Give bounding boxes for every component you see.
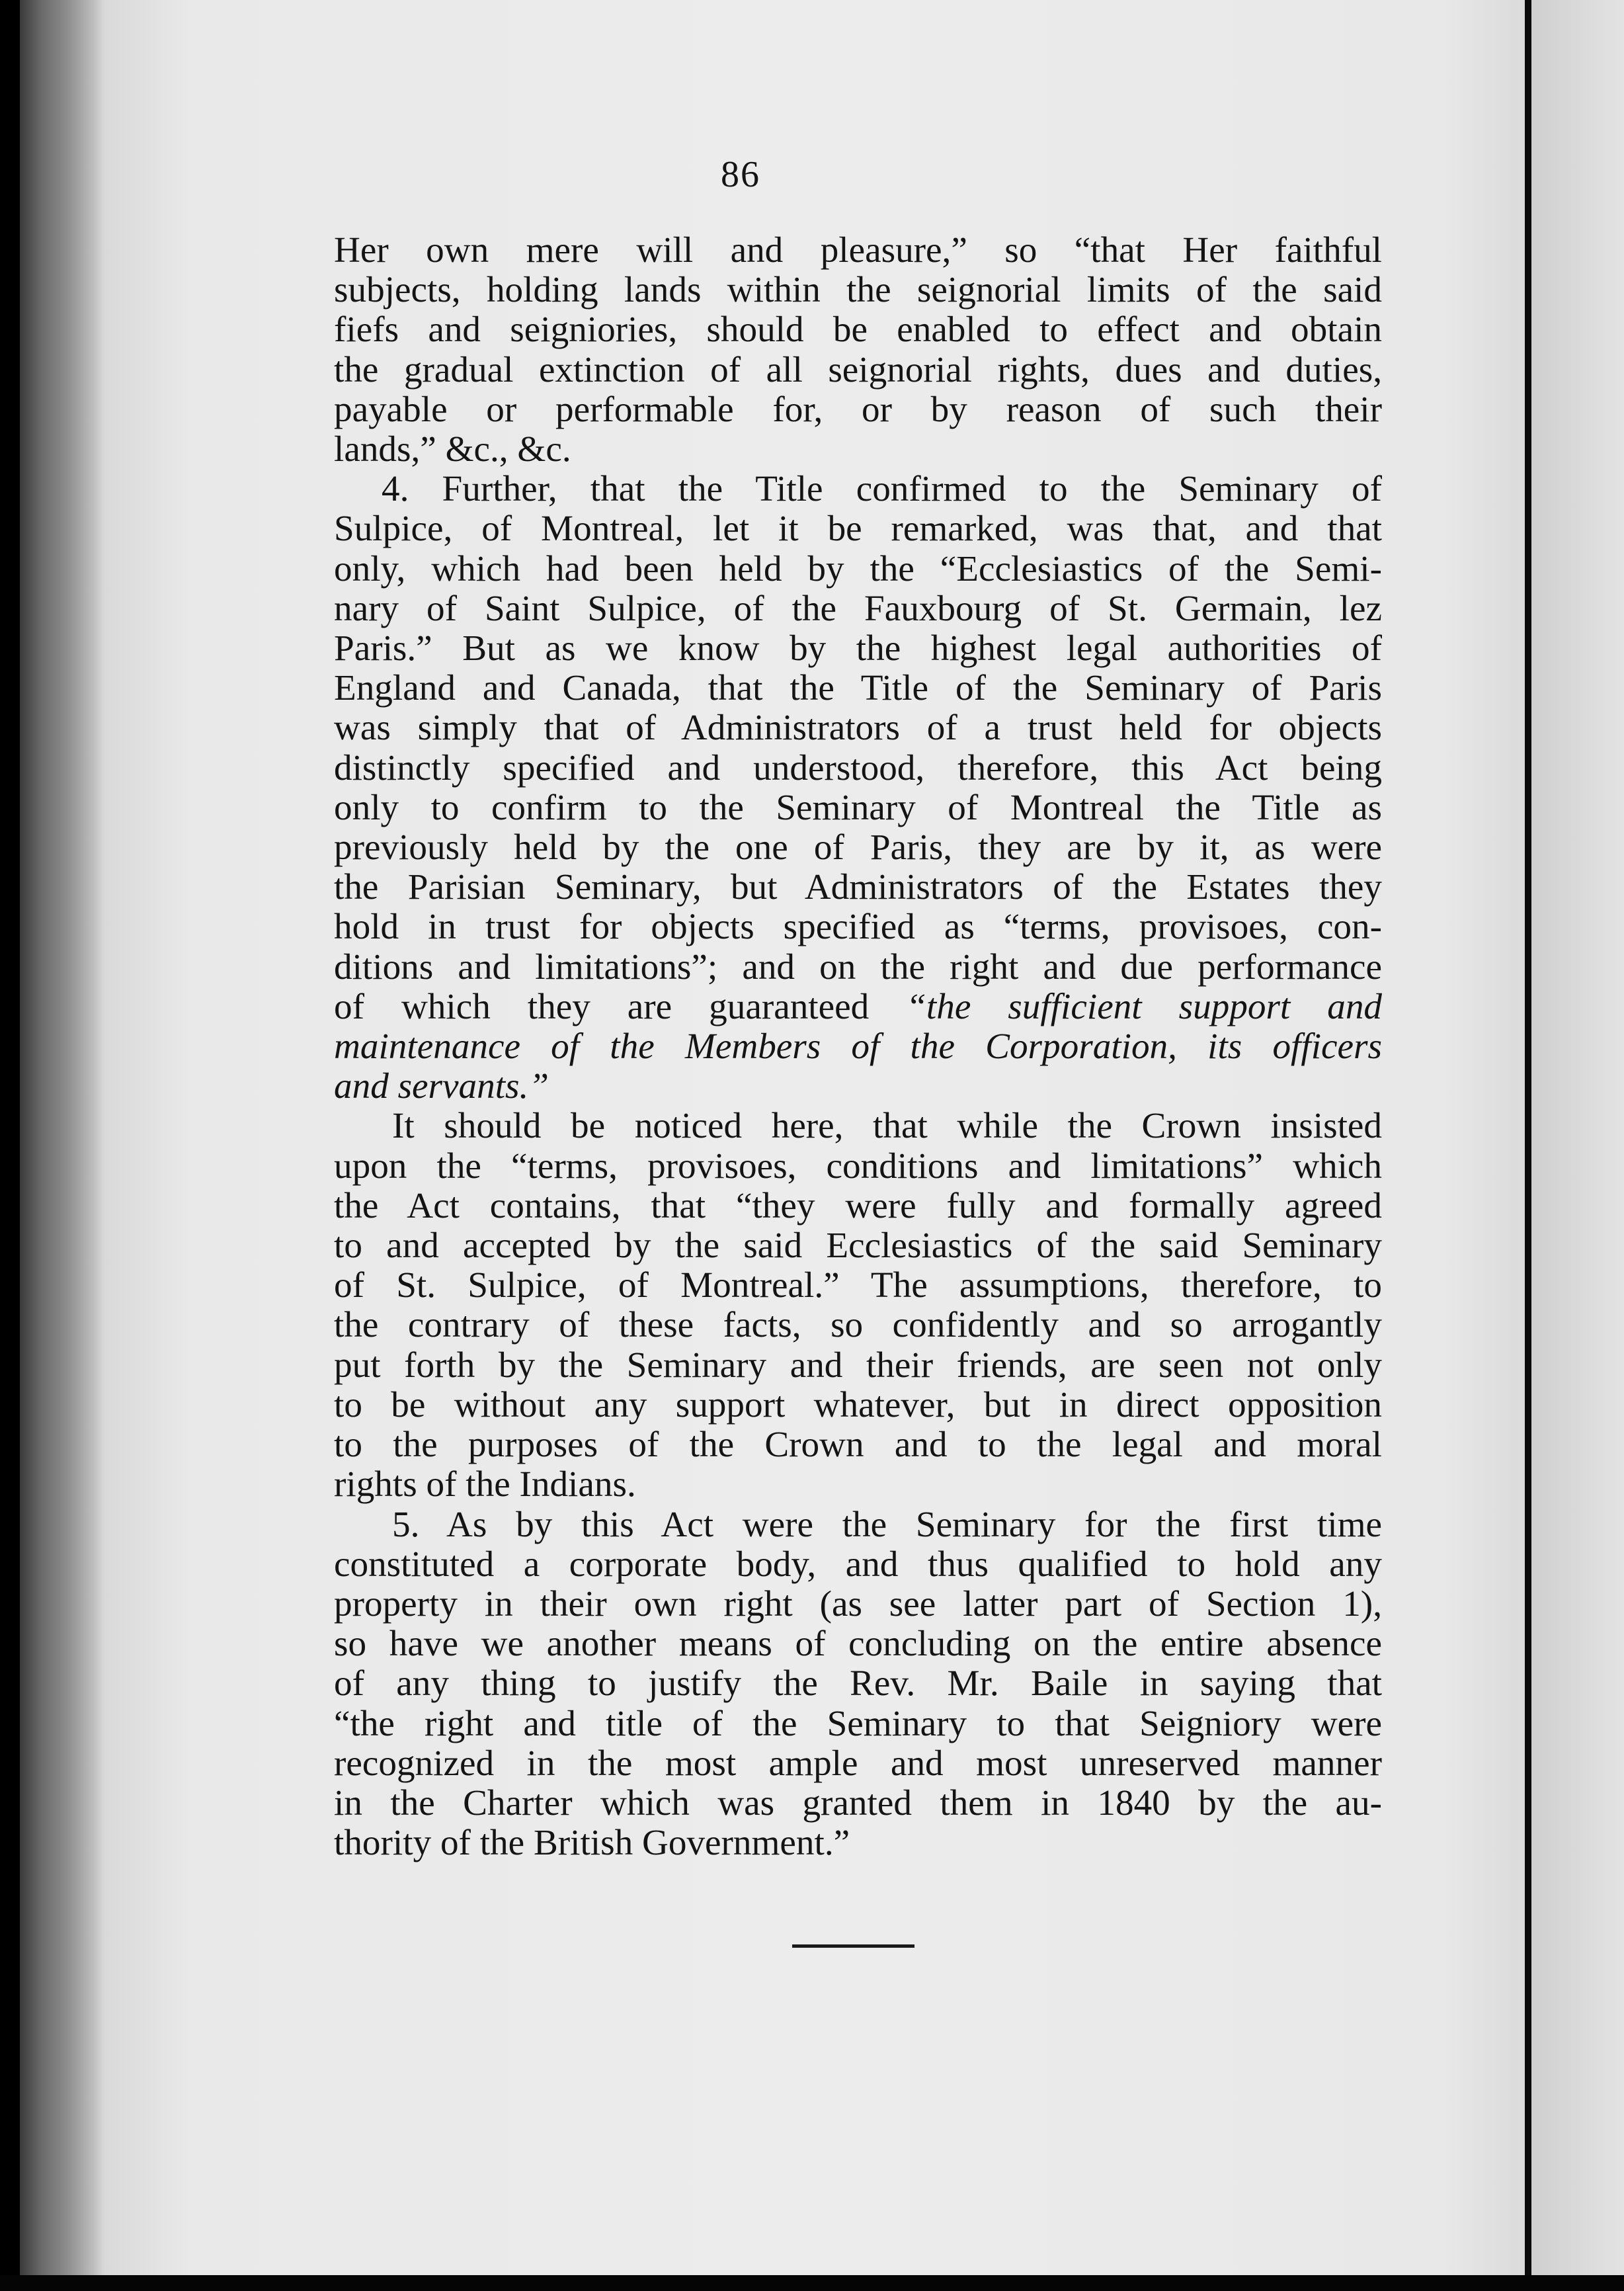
facing-page-edge	[1531, 0, 1624, 2291]
paragraph-5-start: 5. As by this Act were the Seminary for the first time	[392, 1503, 1382, 1544]
page-gutter-line	[1525, 0, 1531, 2291]
text-line: Sulpice, of Montreal, let it be remarked, was that, and that	[334, 508, 1382, 549]
text-line: so have we another means of concluding on the entire absence	[334, 1623, 1382, 1664]
body-text	[334, 230, 1382, 1862]
text-line-mixed	[334, 987, 1382, 1026]
text-line: England and Canada, that the Title of the Seminary of Paris	[334, 667, 1382, 708]
text-line: the contrary of these facts, so confidently and so arrogantly	[334, 1304, 1382, 1345]
italic-quote: “the sufficient support and	[906, 985, 1383, 1026]
paragraph-4-start: 4. Further, that the Title confirmed to the Seminary of	[382, 468, 1382, 509]
text-line: in the Charter which was granted them in 1840 by the au-	[334, 1782, 1382, 1823]
text-line: the Parisian Seminary, but Administrators of the Estates they	[334, 866, 1382, 907]
text-line: upon the “terms, provisoes, conditions and limitations” which	[334, 1145, 1382, 1186]
text-line: rights of the Indians.	[334, 1464, 636, 1505]
text-segment: of which they are guaranteed	[334, 985, 870, 1026]
scan-bottom-border	[0, 2275, 1624, 2291]
italic-quote-line: and servants.”	[334, 1065, 549, 1106]
text-line: ditions and limitations”; and on the right and due performance	[334, 946, 1382, 987]
paragraph-notice-start: It should be noticed here, that while the Crown insisted	[392, 1105, 1382, 1146]
page-number: 86	[721, 154, 760, 195]
text-line: property in their own right (as see latter part of Section 1),	[334, 1583, 1382, 1624]
text-line: of any thing to justify the Rev. Mr. Baile in saying that	[334, 1663, 1382, 1704]
text-line: Her own mere will and pleasure,” so “that Her faithful	[334, 229, 1382, 270]
text-line: hold in trust for objects specified as “terms, provisoes, con-	[334, 906, 1382, 947]
text-line: put forth by the Seminary and their friends, are seen not only	[334, 1344, 1382, 1385]
text-line: to the purposes of the Crown and to the legal and moral	[334, 1424, 1382, 1465]
text-line: thority of the British Government.”	[334, 1822, 850, 1863]
text-line: only, which had been held by the “Ecclesiastics of the Semi-	[334, 548, 1382, 589]
text-line: fiefs and seigniories, should be enabled to effect and obtain	[334, 309, 1382, 350]
text-line: the Act contains, that “they were fully and formally agreed	[334, 1185, 1382, 1226]
text-line: Paris.” But as we know by the highest legal authorities of	[334, 628, 1382, 669]
text-line: only to confirm to the Seminary of Montreal the Title as	[334, 786, 1382, 827]
text-line: to be without any support whatever, but in direct opposition	[334, 1384, 1382, 1425]
text-line: payable or performable for, or by reason of such their	[334, 388, 1382, 429]
text-line: lands,” &c., &c.	[334, 429, 571, 470]
text-line: “the right and title of the Seminary to that Seigniory were	[334, 1702, 1382, 1743]
text-line: the gradual extinction of all seignorial rights, dues and duties,	[334, 349, 1382, 390]
text-line: to and accepted by the said Ecclesiastics of the said Seminary	[334, 1225, 1382, 1266]
text-line: distinctly specified and understood, therefore, this Act being	[334, 747, 1382, 788]
text-line: was simply that of Administrators of a trust held for objects	[334, 707, 1382, 748]
text-line: constituted a corporate body, and thus qualified to hold any	[334, 1543, 1382, 1584]
text-line: subjects, holding lands within the seignorial limits of the said	[334, 269, 1382, 310]
text-line: of St. Sulpice, of Montreal.” The assumptions, therefore, to	[334, 1265, 1382, 1306]
section-end-rule	[792, 1944, 914, 1948]
italic-quote-line: maintenance of the Members of the Corporation, its officers	[334, 1026, 1382, 1067]
text-line: nary of Saint Sulpice, of the Fauxbourg of St. Germain, lez	[334, 587, 1382, 628]
text-line: recognized in the most ample and most unreserved manner	[334, 1742, 1382, 1783]
text-line: previously held by the one of Paris, they are by it, as were	[334, 827, 1382, 868]
book-binding-edge	[20, 0, 106, 2275]
